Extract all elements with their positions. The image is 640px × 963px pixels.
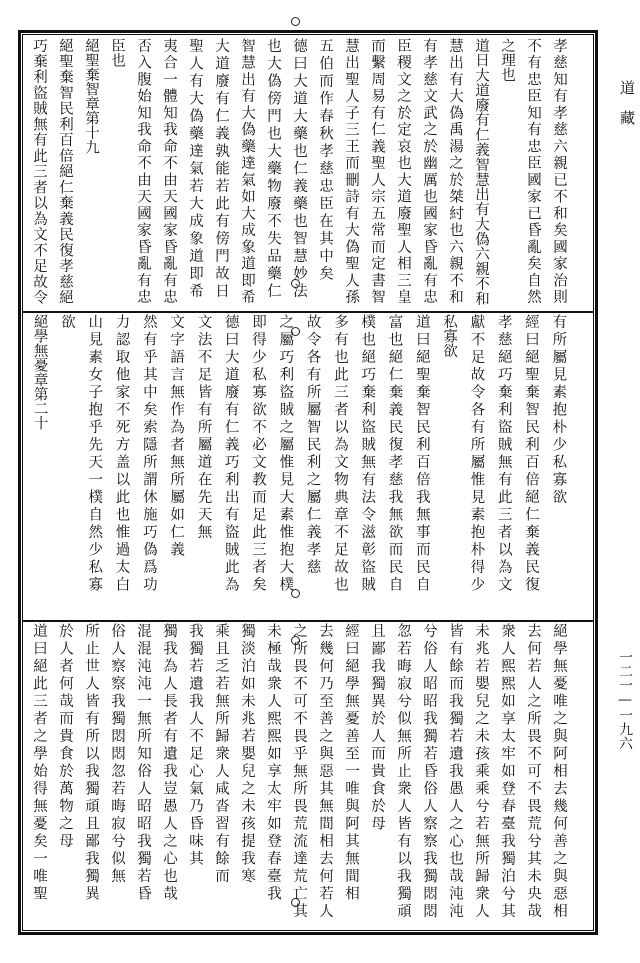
text-column: 否入腹始知我命不由天國家昏亂有忠: [135, 38, 151, 306]
punch-hole-circle: [291, 17, 300, 26]
text-column: 我獨若遺我人不足心氣乃昏味其: [187, 623, 203, 868]
panel-divider-2: [22, 620, 594, 622]
text-column: 有孝慈文武之於幽厲也國家昏亂有忠: [421, 38, 437, 306]
text-column: 之所畏不可不畏乎無所畏荒流達荒亡其: [291, 623, 307, 921]
text-column: 德曰大道大藥也仁義藥也智慧妙法: [291, 38, 307, 301]
text-column: 去幾何乃至善之與惡其無間相去何若人: [317, 623, 333, 921]
text-column: 獻不足故令各有所屬惟見素抱朴得少: [468, 314, 485, 594]
text-column: 聖人有大偽藥達氣若大成象道即希: [187, 38, 203, 301]
text-panel-middle: [26, 314, 572, 618]
text-column: 樸也絕巧棄利盜賊無有法令滋彰盜賊: [359, 314, 376, 594]
text-column: 之理也: [499, 38, 515, 82]
text-column: 多有也此三者以為文物典章不足故也: [331, 314, 348, 594]
text-column: 未極哉衆人熙熙如享太牢如登春臺我: [265, 623, 281, 903]
text-column: 夷合一體知我命不由天國家昏亂有忠: [161, 38, 177, 306]
text-column: 混混沌沌一無所知俗人昭昭我獨若昏: [135, 623, 151, 903]
text-column: 俗人察察我獨悶悶忽若晦寂兮似無: [109, 623, 125, 886]
text-column: 欲: [58, 314, 75, 329]
text-column: 然有乎其中矣索隱所謂休施巧偽爲功: [140, 314, 157, 594]
text-column: 慧出聖人子三王而刪詩有大偽聖人孫: [343, 38, 359, 306]
text-column: 去何若人之所畏不可不畏荒兮其未央哉: [525, 623, 541, 921]
text-column: 臣稷文之於定哀也大道廢聖人相三皇: [395, 38, 411, 306]
text-column: 絕學無憂唯之與阿相去幾何善之與惡相: [551, 623, 567, 921]
text-column: 道曰絕此三者之學始得無憂矣一唯聖: [31, 623, 47, 903]
text-column: 孝慈絕巧棄利盜賊無有此三者以為文: [495, 314, 512, 594]
text-column: 絕學無憂章第二十: [31, 314, 48, 430]
text-panel-top: [26, 38, 572, 310]
text-column: 所止世人皆有所以我獨頑且鄙我獨異: [83, 623, 99, 903]
text-column: 五伯而作春秋孝慈忠臣在其中矣: [317, 38, 333, 283]
text-column: 私寡欲: [441, 314, 458, 358]
text-column: 兮俗人昭昭我獨若昏俗人察察我獨悶悶: [421, 623, 437, 921]
text-column: 未兆若嬰兒之未孩乘乘兮若無所歸衆人: [473, 623, 489, 921]
text-column: 道日大道廢有仁義智慧出有大偽六親不和: [473, 38, 489, 306]
text-column: 即得少私寡欲不必文教而足此三者矣: [250, 314, 267, 594]
text-column: 不有忠臣知有忠臣國家已昏亂矣自然: [525, 38, 541, 306]
sutra-title: 道 藏: [618, 80, 636, 125]
text-column: 也大偽傍門也大藥物廢不失品藥仁: [265, 38, 281, 301]
text-column: 之屬巧利盜賊之屬惟見大素惟抱大樸: [277, 314, 294, 594]
text-column: 於人者何哉而貴食於萬物之母: [57, 623, 73, 851]
text-column: 乘且乏若無所歸衆人咸沓習有餘而: [213, 623, 229, 886]
text-column: 巧棄利盜賊無有此三者以為文不足故令: [31, 38, 47, 306]
text-column: 忽若晦寂兮似無所止衆人皆有以我獨頑: [395, 623, 411, 921]
text-column: 獨我為人長者有遺我豈愚人之心也哉: [161, 623, 177, 903]
text-column: 且鄙我獨異於人而貴食於母: [369, 623, 385, 833]
text-column: 道曰絕聖棄智民利百倍我無事而民自: [413, 314, 430, 594]
text-panel-bottom: [26, 623, 572, 931]
text-column: 皆有餘而我獨若遺我愚人之心也哉沌沌: [447, 623, 463, 921]
panel-divider-1: [22, 311, 594, 313]
text-column: 臣也: [109, 38, 125, 67]
text-column: 文字語言無作為者無所屬如仁義: [168, 314, 185, 559]
text-column: 獨淡泊如未兆若嬰兒之未孩提我寒: [239, 623, 255, 886]
text-column: 有所屬見素抱朴少私寡欲: [550, 314, 567, 507]
text-column: 文法不足皆有所屬道在先天無: [195, 314, 212, 542]
text-column: 富也絕仁棄義民復孝慈我無欲而民自: [386, 314, 403, 594]
text-column: 而繫周易有仁義聖人宗五常而定書智: [369, 38, 385, 306]
text-column: 經曰絕聖棄智民利百倍絕仁棄義民復: [523, 314, 540, 594]
text-column: 故令各有所屬智民利之屬仁義孝慈: [304, 314, 321, 577]
text-column: 經曰絕學無憂善至一唯與阿其無間相: [343, 623, 359, 903]
text-column: 大道廢有仁義孰能若此有傍門故日: [213, 38, 229, 301]
page-number: 一二一—一九六: [617, 650, 633, 750]
text-column: 智慧出有大偽藥達氣如大成象道即希: [239, 38, 255, 306]
text-column: 力認取他家不死方盖以此也惟過太白: [113, 314, 130, 594]
text-column: 慧出有大偽禹湯之於桀紂也六親不和: [447, 38, 463, 306]
text-column: 德曰大道廢有仁義巧利出有盜賊此為: [222, 314, 239, 594]
text-column: 衆人熙熙如享太牢如登春臺我獨泊兮其: [499, 623, 515, 921]
text-column: 孝慈知有孝慈六親已不和矣國家治則: [551, 38, 567, 306]
text-column: 絕聖棄智民利百倍絕仁棄義民復孝慈絕: [57, 38, 73, 306]
text-column: 山見素女子抱乎先天一樸自然少私寡: [86, 314, 103, 594]
text-column: 絕聖棄智章第十九: [83, 38, 99, 154]
